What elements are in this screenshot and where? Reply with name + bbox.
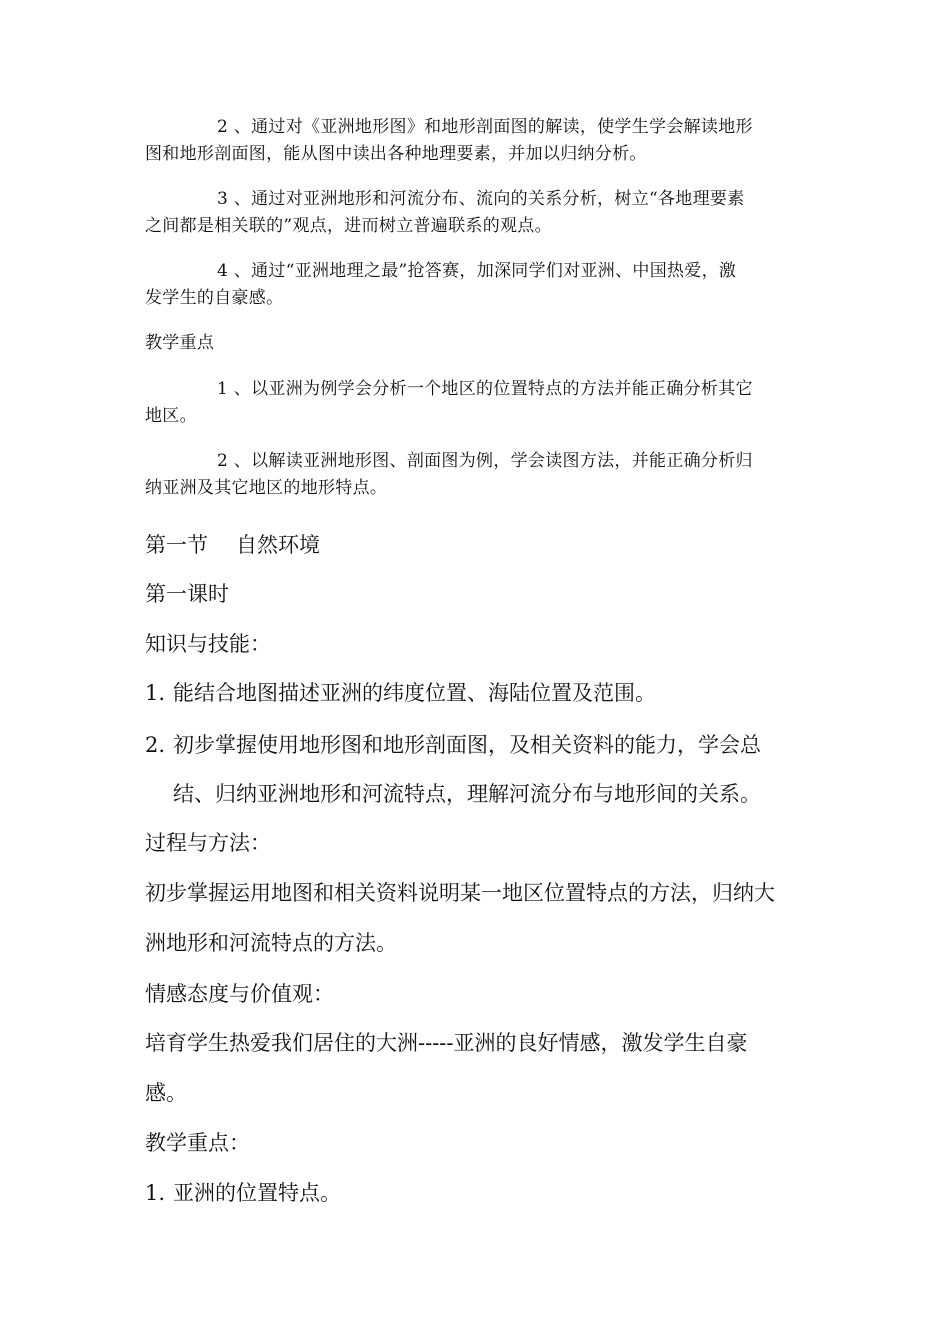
process-heading: 过程与方法： <box>145 831 271 855</box>
key-point-item-2 <box>145 448 815 502</box>
goal-item-2 <box>145 114 815 168</box>
lesson-heading: 第一课时 <box>145 582 229 606</box>
knowledge-item-2-number: 2. <box>145 733 166 757</box>
section-title: 自然环境 <box>236 533 320 557</box>
key2-item-1-number: 1. <box>145 1181 166 1205</box>
goal-item-4-line1: 4 、通过“亚洲地理之最”抢答赛，加深同学们对亚洲、中国热爱，激 <box>217 261 737 281</box>
knowledge-heading: 知识与技能： <box>145 632 271 656</box>
key-point-1-line1: 1 、以亚洲为例学会分析一个地区的位置特点的方法并能正确分析其它 <box>217 379 753 399</box>
process-line1: 初步掌握运用地图和相关资料说明某一地区位置特点的方法，归纳大 <box>145 881 775 905</box>
knowledge-item-2-line2: 结、归纳亚洲地形和河流特点，理解河流分布与地形间的关系。 <box>173 782 761 806</box>
process-line2: 洲地形和河流特点的方法。 <box>145 931 397 955</box>
key2-heading: 教学重点： <box>145 1131 250 1155</box>
key-point-2-line1: 2 、以解读亚洲地形图、剖面图为例，学会读图方法，并能正确分析归 <box>217 451 753 471</box>
key2-item-1-text: 亚洲的位置特点。 <box>173 1181 341 1205</box>
section-heading <box>145 532 825 558</box>
key-points-heading: 教学重点 <box>145 333 215 353</box>
knowledge-item-1-text: 能结合地图描述亚洲的纬度位置、海陆位置及范围。 <box>173 681 656 705</box>
goal-item-2-line1: 2 、通过对《亚洲地形图》和地形剖面图的解读，使学生学会解读地形 <box>217 117 753 137</box>
knowledge-item-1 <box>145 680 825 706</box>
goal-item-3-line2: 之间都是相关联的”观点，进而树立普遍联系的观点。 <box>145 216 552 236</box>
emotion-heading: 情感态度与价值观： <box>145 982 334 1006</box>
emotion-line1: 培育学生热爱我们居住的大洲-----亚洲的良好情感，激发学生自豪 <box>145 1031 748 1055</box>
knowledge-item-2-line1: 初步掌握使用地形图和地形剖面图，及相关资料的能力，学会总 <box>173 733 761 757</box>
emotion-line2: 感。 <box>145 1081 187 1105</box>
key-point-item-1 <box>145 376 815 430</box>
knowledge-item-1-number: 1. <box>145 681 166 705</box>
key2-item-1 <box>145 1180 825 1206</box>
goal-item-4 <box>145 258 815 312</box>
goal-item-3 <box>145 186 815 240</box>
goal-item-2-line2: 图和地形剖面图，能从图中读出各种地理要素，并加以归纳分析。 <box>145 144 647 164</box>
knowledge-item-2 <box>145 732 825 758</box>
goal-item-3-line1: 3 、通过对亚洲地形和河流分布、流向的关系分析，树立“各地理要素 <box>217 189 745 209</box>
section-number: 第一节 <box>145 533 208 557</box>
goal-item-4-line2: 发学生的自豪感。 <box>145 288 284 308</box>
key-point-1-line2: 地区。 <box>145 406 197 426</box>
key-point-2-line2: 纳亚洲及其它地区的地形特点。 <box>145 478 388 498</box>
